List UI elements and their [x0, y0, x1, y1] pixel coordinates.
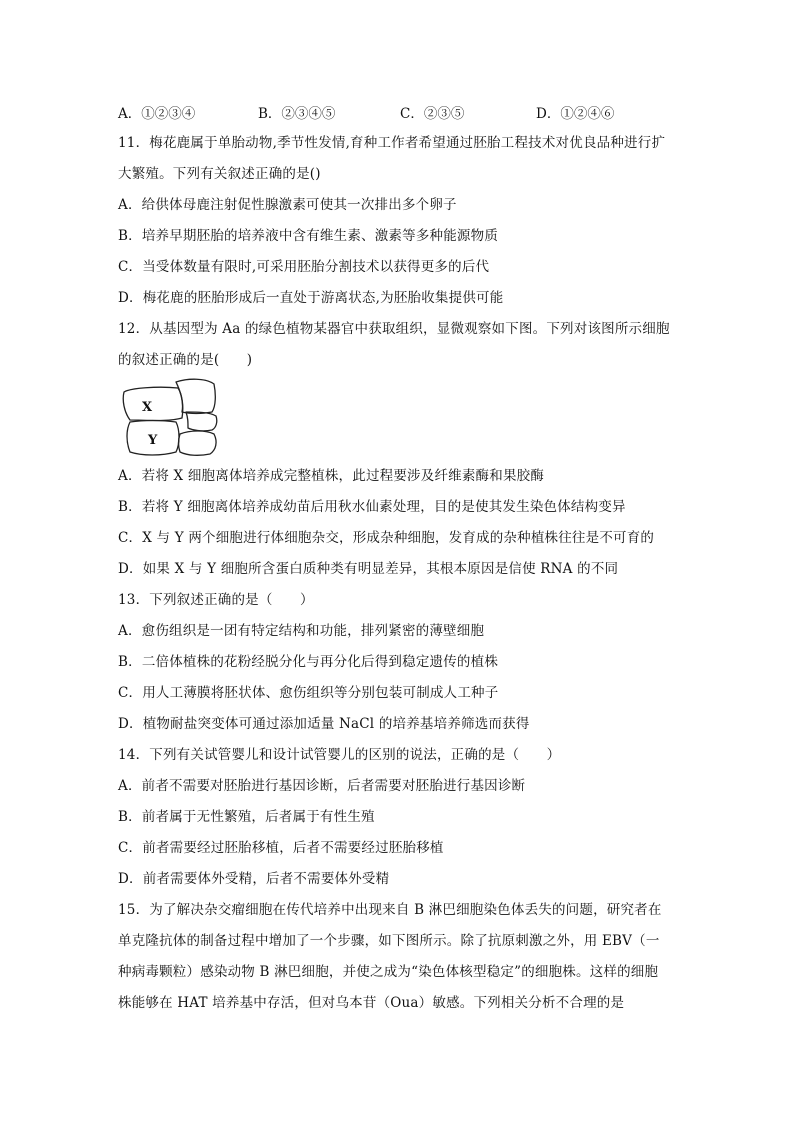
q12-option-b: B．若将 Y 细胞离体培养成幼苗后用秋水仙素处理，目的是使其发生染色体结构变异 — [118, 499, 626, 515]
q10-option-c: C．②③⑤ — [400, 106, 465, 122]
q10-options — [118, 102, 678, 122]
q14-option-b: B．前者属于无性繁殖，后者属于有性生殖 — [118, 809, 375, 825]
q14-option-c: C．前者需要经过胚胎移植，后者不需要经过胚胎移植 — [118, 840, 444, 856]
q14-option-d: D．前者需要体外受精，后者不需要体外受精 — [118, 871, 390, 887]
q15-stem-line-2: 单克隆抗体的制备过程中增加了一个步骤，如下图所示。除了抗原刺激之外，用 EBV（一 — [118, 933, 660, 949]
q13-stem: 13．下列叙述正确的是（ ） — [118, 592, 314, 608]
q10-option-a: A．①②③④ — [118, 106, 196, 122]
q12-option-c: C．X 与 Y 两个细胞进行体细胞杂交，形成杂种细胞，发育成的杂种植株往往是不可育的 — [118, 530, 655, 546]
q12-stem-line-2: 的叙述正确的是( ) — [118, 352, 253, 368]
q15-stem-line-4: 株能够在 HAT 培养基中存活，但对乌本苷（Oua）敏感。下列相关分析不合理的是 — [118, 995, 625, 1011]
q10-option-d: D．①②④⑥ — [536, 106, 615, 122]
q11-option-a: A．给供体母鹿注射促性腺激素可使其一次排出多个卵子 — [118, 197, 457, 213]
q13-option-b: B．二倍体植株的花粉经脱分化与再分化后得到稳定遗传的植株 — [118, 654, 499, 670]
q10-option-b: B．②③④⑤ — [258, 106, 336, 122]
cell-y-label: Y — [148, 433, 158, 448]
q11-stem-line-1: 11．梅花鹿属于单胎动物,季节性发情,育种工作者希望通过胚胎工程技术对优良品种进行扩 — [118, 135, 666, 151]
q12-stem-line-1: 12．从基因型为 Aa 的绿色植物某器官中获取组织，显微观察如下图。下列对该图所示细胞 — [118, 321, 670, 337]
q15-stem-line-3: 种病毒颗粒）感染动物 B 淋巴细胞，并使之成为“染色体核型稳定”的细胞株。这样的细胞 — [118, 964, 659, 980]
q11-option-b: B．培养早期胚胎的培养液中含有维生素、激素等多种能源物质 — [118, 228, 499, 244]
cell-x-label: X — [142, 400, 153, 415]
cell-diagram — [118, 378, 218, 458]
cell-bottom-right — [179, 431, 217, 455]
q13-option-c: C．用人工薄膜将胚状体、愈伤组织等分别包装可制成人工种子 — [118, 685, 499, 701]
cell-x — [123, 387, 183, 420]
q13-option-a: A．愈伤组织是一团有特定结构和功能，排列紧密的薄壁细胞 — [118, 623, 485, 639]
cell-right — [186, 412, 217, 431]
cell-top-right — [176, 379, 215, 413]
q11-option-c: C．当受体数量有限时,可采用胚胎分割技术以获得更多的后代 — [118, 259, 490, 275]
q15-stem-line-1: 15．为了解决杂交瘤细胞在传代培养中出现来自 B 淋巴细胞染色体丢失的问题，研究者在 — [118, 902, 662, 918]
q13-option-d: D．植物耐盐突变体可通过添加适量 NaCl 的培养基培养筛选而获得 — [118, 716, 530, 732]
q14-stem: 14．下列有关试管婴儿和设计试管婴儿的区别的说法，正确的是（ ） — [118, 747, 561, 763]
q14-option-a: A．前者不需要对胚胎进行基因诊断，后者需要对胚胎进行基因诊断 — [118, 778, 526, 794]
q11-option-d: D．梅花鹿的胚胎形成后一直处于游离状态,为胚胎收集提供可能 — [118, 290, 504, 306]
q11-stem-line-2: 大繁殖。下列有关叙述正确的是() — [118, 166, 321, 182]
q12-option-d: D．如果 X 与 Y 细胞所含蛋白质种类有明显差异，其根本原因是信使 RNA 的不同 — [118, 561, 619, 577]
q12-option-a: A．若将 X 细胞离体培养成完整植株，此过程要涉及纤维素酶和果胶酶 — [118, 468, 545, 484]
